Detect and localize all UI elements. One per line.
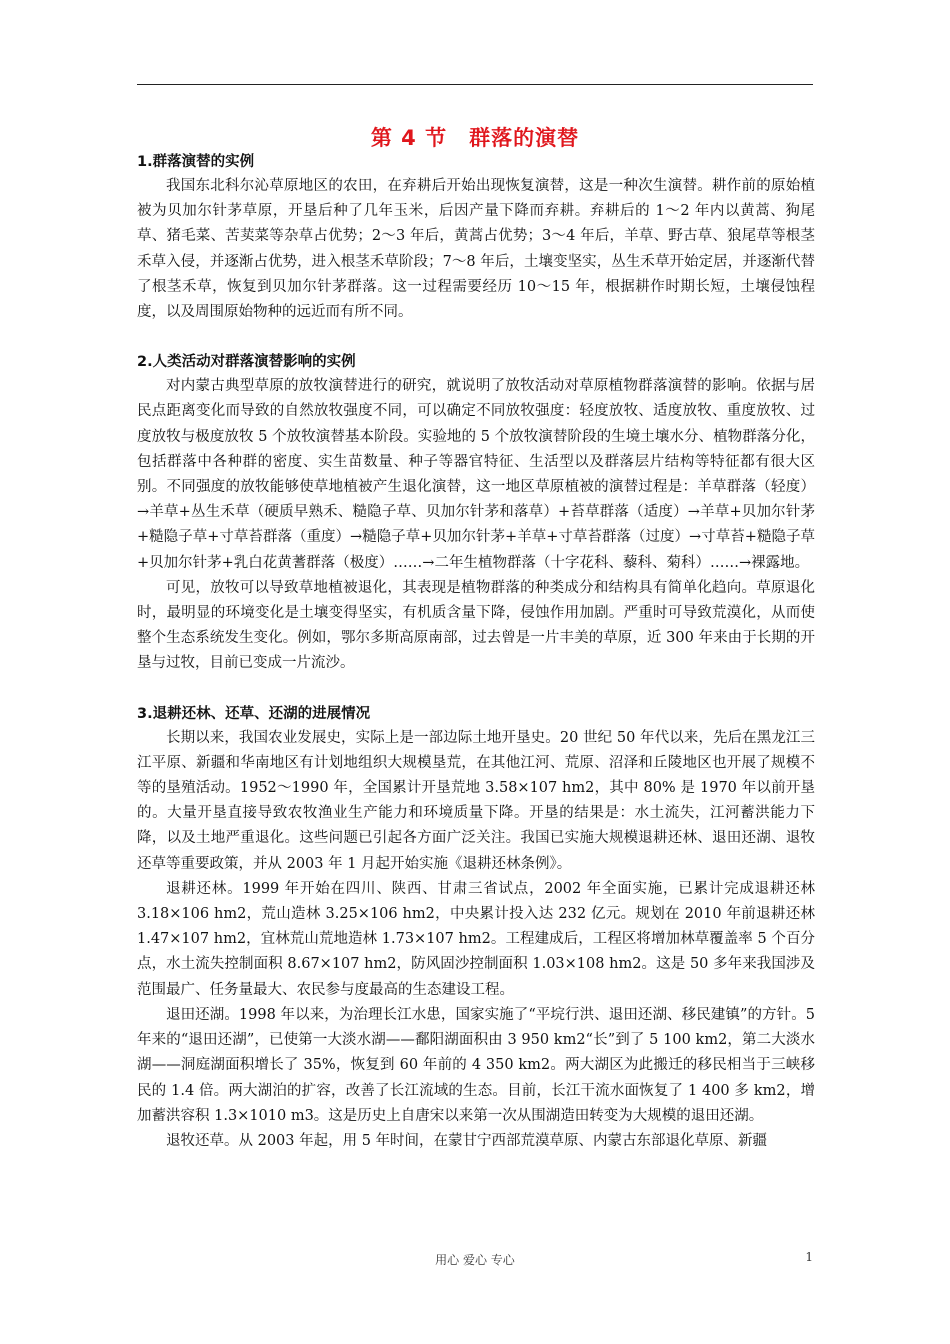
section-3-paragraph-1: 长期以来，我国农业发展史，实际上是一部边际土地开垦史。20 世纪 50 年代以来，先后在黑龙江三江平原、新疆和华南地区有计划地组织大规模垦荒，在其他江河、荒原、沼泽和丘陵地区也开展了规模不等的垦殖活动。1952～1990 年，全国累计开垦荒地 3.58×107 hm2，其中 80% 是 1970 年以前开垦的。大量开垦直接导致农牧渔业生产能力和环境质量下降。开垦的结果是：水土流失，江河蓄洪能力下降，以及土地严重退化。这些问题已引起各方面广泛关注。我国已实施大规模退耕还林、退田还湖、退牧还草等重要政策，并从 2003 年 1 月起开始实施《退耕还林条例》。: [137, 729, 815, 872]
section-gap: [137, 325, 815, 350]
page-number: 1: [805, 1250, 813, 1264]
page-title: 第 4 节 群落的演替: [370, 126, 580, 150]
section-3-heading: 3.退耕还林、还草、还湖的进展情况: [137, 705, 371, 722]
section-2-heading: 2.人类活动对群落演替影响的实例: [137, 354, 356, 371]
section-3-paragraph-2: 退耕还林。1999 年开始在四川、陕西、甘肃三省试点，2002 年全面实施，已累计完成退耕还林 3.18×106 hm2，荒山造林 3.25×106 hm2，中央累计投入达 232 亿元。规划在 2010 年前退耕还林 1.47×107 hm2，宜林荒山荒地造林 1.73×107 hm2。工程建成后，工程区将增加林草覆盖率 5 个百分点，水土流失控制面积 8.67×107 hm2，防风固沙控制面积 1.03×108 hm2。这是 50 多年来我国涉及范围最广、任务量最大、农民参与度最高的生态建设工程。: [137, 880, 815, 998]
header-rule: [137, 84, 813, 85]
footer-text: 用心 爱心 专心: [435, 1253, 515, 1267]
section-3-paragraph-4: 退牧还草。从 2003 年起，用 5 年时间，在蒙甘宁西部荒漠草原、内蒙古东部退化草原、新疆: [166, 1132, 768, 1149]
section-3-paragraph-3: 退田还湖。1998 年以来，为治理长江水患，国家实施了“平垸行洪、退田还湖、移民建镇”的方针。5 年来的“退田还湖”，已使第一大淡水湖——鄱阳湖面积由 3 950 km2“长”到了 5 100 km2，第二大淡水湖——洞庭湖面积增长了 35%，恢复到 60 年前的 4 350 km2。两大湖区为此搬迁的移民相当于三峡移民的 1.4 倍。两大湖泊的扩容，改善了长江流域的生态。目前，长江干流水面恢复了 1 400 多 km2，增加蓄洪容积 1.3×1010 m3。这是历史上自唐宋以来第一次从围湖造田转变为大规模的退田还湖。: [137, 1006, 815, 1124]
section-1-paragraph-1: 我国东北科尔沁草原地区的农田，在弃耕后开始出现恢复演替，这是一种次生演替。耕作前的原始植被为贝加尔针茅草原，开垦后种了几年玉米，后因产量下降而弃耕。弃耕后的 1～2 年内以黄蒿、狗尾草、猪毛菜、苦荬菜等杂草占优势；2～3 年后，黄蒿占优势；3～4 年后，羊草、野古草、狼尾草等根茎禾草入侵，并逐渐占优势，进入根茎禾草阶段；7～8 年后，土壤变坚实，丛生禾草开始定居，并逐渐代替了根茎禾草，恢复到贝加尔针茅群落。这一过程需要经历 10～15 年，根据耕作时期长短，土壤侵蚀程度，以及周围原始物种的远近而有所不同。: [137, 178, 815, 321]
section-2-paragraph-2: 可见，放牧可以导致草地植被退化，其表现是植物群落的种类成分和结构具有简单化趋向。草原退化时，最明显的环境变化是土壤变得坚实，有机质含量下降，侵蚀作用加剧。严重时可导致荒漠化，从而使整个生态系统发生变化。例如，鄂尔多斯高原南部，过去曾是一片丰美的草原，近 300 年来由于长期的开垦与过牧，目前已变成一片流沙。: [137, 579, 815, 672]
section-2-paragraph-1: 对内蒙古典型草原的放牧演替进行的研究，就说明了放牧活动对草原植物群落演替的影响。依据与居民点距离变化而导致的自然放牧强度不同，可以确定不同放牧强度：轻度放牧、适度放牧、重度放牧、过度放牧与极度放牧 5 个放牧演替基本阶段。实验地的 5 个放牧演替阶段的生境土壤水分、植物群落分化，包括群落中各种群的密度、实生苗数量、种子等器官特征、生活型以及群落层片结构等特征都有很大区别。不同强度的放牧能够使草地植被产生退化演替，这一地区草原植被的演替过程是：羊草群落（轻度）→羊草+丛生禾草（硬质早熟禾、糙隐子草、贝加尔针茅和落草）+苔草群落（适度）→羊草+贝加尔针茅+糙隐子草+寸草苔群落（重度）→糙隐子草+贝加尔针茅+羊草+寸草苔群落（过度）→寸草苔+糙隐子草+贝加尔针茅+乳白花黄蓍群落（极度）……→二年生植物群落（十字花科、藜科、菊科）……→裸露地。: [137, 378, 815, 571]
section-gap: [137, 677, 815, 702]
document-body: [137, 150, 815, 1154]
section-1-heading: 1.群落演替的实例: [137, 154, 255, 170]
